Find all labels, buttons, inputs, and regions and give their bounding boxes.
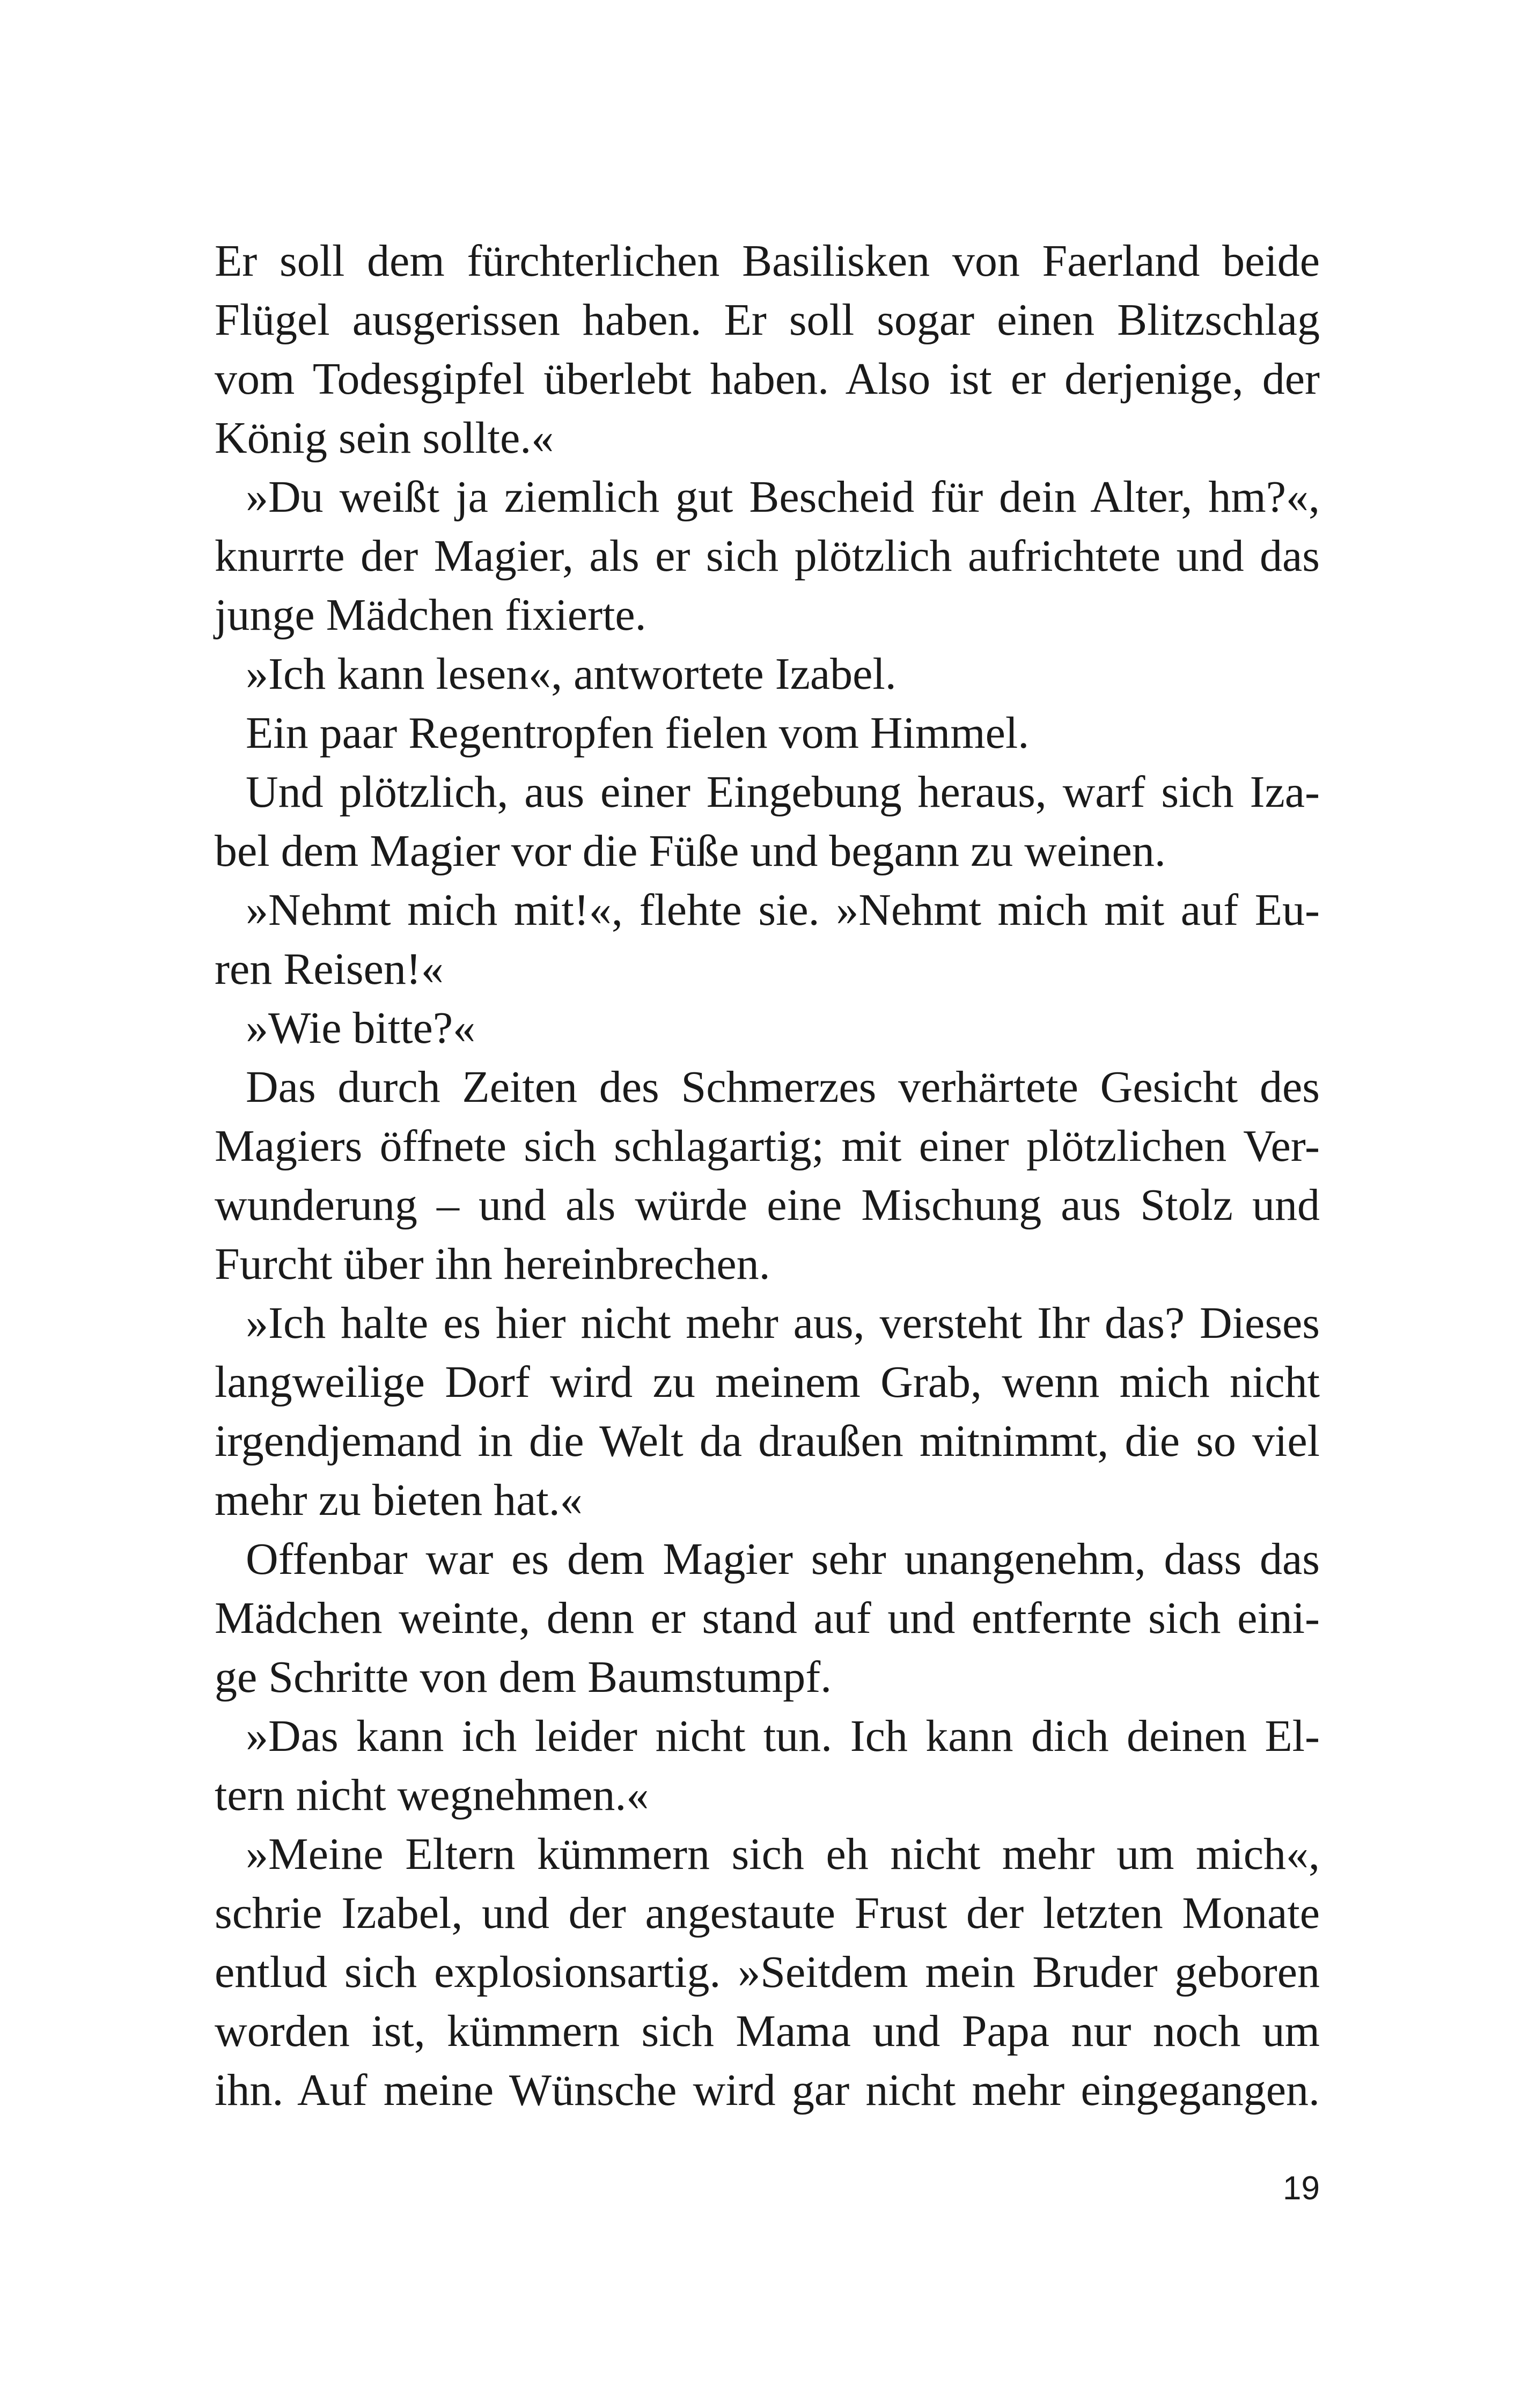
text-line: irgendjemand in die Welt da draußen mitnimmt, die so viel — [215, 1416, 1320, 1466]
text-line: Und plötzlich, aus einer Eingebung heraus, warf sich Iza- — [246, 767, 1320, 817]
text-line: »Das kann ich leider nicht tun. Ich kann dich deinen El- — [246, 1711, 1320, 1761]
text-line: entlud sich explosionsartig. »Seitdem mein Bruder geboren — [215, 1947, 1320, 1997]
text-line: junge Mädchen fixierte. — [215, 590, 646, 640]
text-line: König sein sollte.« — [215, 413, 554, 463]
text-line: Das durch Zeiten des Schmerzes verhärtete Gesicht des — [246, 1062, 1320, 1112]
page-number: 19 — [1283, 2170, 1320, 2207]
text-line: worden ist, kümmern sich Mama und Papa nur noch um — [215, 2006, 1320, 2056]
body-text — [215, 232, 1320, 2120]
text-line: Flügel ausgerissen haben. Er soll sogar einen Blitzschlag — [215, 295, 1320, 345]
text-line: ren Reisen!« — [215, 944, 444, 994]
text-line: wunderung – und als würde eine Mischung aus Stolz und — [215, 1180, 1320, 1230]
text-line: langweilige Dorf wird zu meinem Grab, wenn mich nicht — [215, 1357, 1320, 1407]
text-line: Offenbar war es dem Magier sehr unangenehm, dass das — [246, 1534, 1320, 1584]
text-line: Magiers öffnete sich schlagartig; mit einer plötzlichen Ver- — [215, 1121, 1320, 1171]
text-line: Er soll dem fürchterlichen Basilisken von Faerland beide — [215, 236, 1320, 286]
text-line: Ein paar Regentropfen fielen vom Himmel. — [246, 708, 1030, 758]
text-line: ge Schritte von dem Baumstumpf. — [215, 1652, 832, 1702]
text-line: Furcht über ihn hereinbrechen. — [215, 1239, 770, 1289]
text-line: ihn. Auf meine Wünsche wird gar nicht mehr eingegangen. — [215, 2065, 1320, 2115]
text-line: »Nehmt mich mit!«, flehte sie. »Nehmt mich mit auf Eu- — [246, 885, 1320, 935]
text-line: »Meine Eltern kümmern sich eh nicht mehr um mich«, — [246, 1829, 1320, 1879]
text-line: mehr zu bieten hat.« — [215, 1475, 583, 1525]
text-line: tern nicht wegnehmen.« — [215, 1770, 649, 1820]
text-line: vom Todesgipfel überlebt haben. Also ist er derjenige, der — [215, 354, 1320, 404]
text-line: Mädchen weinte, denn er stand auf und entfernte sich eini- — [215, 1593, 1320, 1643]
text-line: schrie Izabel, und der angestaute Frust der letzten Monate — [215, 1888, 1320, 1938]
text-line: »Wie bitte?« — [246, 1003, 476, 1053]
text-line: »Ich halte es hier nicht mehr aus, versteht Ihr das? Dieses — [246, 1298, 1320, 1348]
text-line: bel dem Magier vor die Füße und begann zu weinen. — [215, 826, 1166, 876]
text-line: knurrte der Magier, als er sich plötzlich aufrichtete und das — [215, 531, 1320, 581]
text-line: »Ich kann lesen«, antwortete Izabel. — [246, 649, 897, 699]
text-line: »Du weißt ja ziemlich gut Bescheid für dein Alter, hm?«, — [246, 472, 1320, 522]
